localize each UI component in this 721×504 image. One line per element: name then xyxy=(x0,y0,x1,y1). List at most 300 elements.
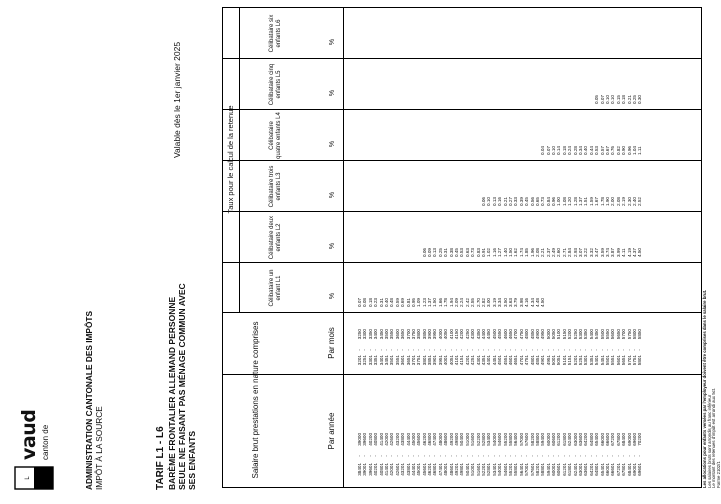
table-cell: - xyxy=(480,349,486,351)
table-cell: 41401 xyxy=(383,463,389,476)
table-cell: 39001 xyxy=(362,463,368,476)
table-cell: 0.25 xyxy=(631,95,637,104)
table-cell: 0.65 xyxy=(534,197,540,206)
table-cell: 0.96 xyxy=(626,146,632,155)
table-cell: 3.59 xyxy=(599,248,605,257)
table-cell: - xyxy=(443,349,449,351)
table-cell: 4.11 xyxy=(621,248,627,257)
table-cell: 4201 xyxy=(464,355,470,366)
table-cell: 48600 xyxy=(443,433,449,446)
table-cell: 52200 xyxy=(475,433,481,446)
table-cell: 62401 xyxy=(572,463,578,476)
admin-name: ADMINISTRATION CANTONALE DES IMPÔTS xyxy=(84,311,94,490)
footnotes xyxy=(703,8,721,488)
table-cell: 51601 xyxy=(475,463,481,476)
table-cell: 43801 xyxy=(405,463,411,476)
table-cell: 43800 xyxy=(400,433,406,446)
table-cell: 4600 xyxy=(502,329,508,340)
table-cell: - xyxy=(416,349,422,351)
table-cell: 55200 xyxy=(502,433,508,446)
table-cell: 40201 xyxy=(373,463,379,476)
table-cell: 69600 xyxy=(631,433,637,446)
month-to-column xyxy=(357,329,643,345)
table-cell: - xyxy=(405,349,411,351)
table-cell: 4001 xyxy=(443,355,449,366)
table-cell: - xyxy=(610,455,616,457)
table-cell: - xyxy=(378,349,384,351)
table-cell: 4050 xyxy=(443,329,449,340)
table-cell: - xyxy=(421,349,427,351)
table-cell: - xyxy=(615,455,621,457)
table-cell: - xyxy=(518,455,524,457)
table-cell: - xyxy=(588,455,594,457)
table-cell: 1.37 xyxy=(427,298,433,307)
table-cell: 1.50 xyxy=(432,298,438,307)
table-cell: - xyxy=(421,455,427,457)
table-cell: 4950 xyxy=(540,329,546,340)
table-cell: 0.13 xyxy=(491,197,497,206)
table-cell: 2.49 xyxy=(551,248,557,257)
table-cell: 1.51 xyxy=(583,197,589,206)
logo-brand: vaud xyxy=(18,409,40,460)
table-cell: 67800 xyxy=(615,433,621,446)
rate-column-L1 xyxy=(357,277,643,307)
percent-label: % xyxy=(329,89,336,97)
table-cell: 5500 xyxy=(599,329,605,340)
table-cell: - xyxy=(448,455,454,457)
table-cell: 66001 xyxy=(604,463,610,476)
table-cell: - xyxy=(427,349,433,351)
table-cell: 4500 xyxy=(491,329,497,340)
administration-header xyxy=(84,230,104,490)
table-cell: - xyxy=(480,455,486,457)
table-cell: 2.82 xyxy=(480,298,486,307)
table-cell: 5550 xyxy=(604,329,610,340)
table-cell: 5300 xyxy=(578,329,584,340)
table-cell: - xyxy=(513,349,519,351)
table-cell: 1.94 xyxy=(448,298,454,307)
table-cell: 1.16 xyxy=(491,248,497,257)
table-cell: 49201 xyxy=(454,463,460,476)
table-cell: 4401 xyxy=(486,355,492,366)
table-cell: 5050 xyxy=(551,329,557,340)
table-cell: 4.19 xyxy=(626,248,632,257)
table-cell: 60600 xyxy=(551,433,557,446)
table-cell: - xyxy=(599,349,605,351)
table-cell: - xyxy=(432,349,438,351)
table-cell: 4850 xyxy=(529,329,535,340)
table-cell: 50401 xyxy=(464,463,470,476)
table-cell: 0.44 xyxy=(588,146,594,155)
year-to-column xyxy=(357,433,643,451)
table-cell: 55201 xyxy=(507,463,513,476)
table-cell: 1.37 xyxy=(578,197,584,206)
table-cell: 0.40 xyxy=(583,146,589,155)
table-cell: 3601 xyxy=(400,355,406,366)
table-cell: 0.10 xyxy=(604,95,610,104)
table-cell: 5751 xyxy=(631,355,637,366)
table-cell: - xyxy=(459,455,465,457)
table-cell: 45000 xyxy=(410,433,416,446)
table-cell: 0.31 xyxy=(378,298,384,307)
table-cell: 3801 xyxy=(421,355,427,366)
form-number: Forme 2102/1 xyxy=(715,461,721,488)
validity-date: Valable dès le 1er janvier 2025 xyxy=(172,41,182,158)
month-from-column xyxy=(357,355,643,371)
table-cell: - xyxy=(357,455,362,457)
table-cell: 0.76 xyxy=(610,146,616,155)
table-cell: - xyxy=(594,349,600,351)
table-cell: 4550 xyxy=(497,329,503,340)
table-cell: 63600 xyxy=(578,433,584,446)
table-cell: - xyxy=(524,349,530,351)
table-cell: - xyxy=(497,455,503,457)
percent-label: % xyxy=(329,38,336,46)
table-cell: - xyxy=(545,455,551,457)
table-cell: 65401 xyxy=(599,463,605,476)
table-cell: - xyxy=(470,455,476,457)
table-cell: 55801 xyxy=(513,463,519,476)
table-cell: 5200 xyxy=(567,329,573,340)
table-cell: 63601 xyxy=(583,463,589,476)
table-cell: 4701 xyxy=(518,355,524,366)
table-cell: - xyxy=(464,455,470,457)
rate-column-L5 xyxy=(357,74,643,104)
table-cell: 5651 xyxy=(621,355,627,366)
table-cell: - xyxy=(389,349,395,351)
table-cell: - xyxy=(610,349,616,351)
table-cell: 65400 xyxy=(594,433,600,446)
table-cell xyxy=(637,23,642,53)
tarif-code: TARIF L1 - L6 xyxy=(155,426,166,490)
table-cell: 59401 xyxy=(545,463,551,476)
table-cell: 3.19 xyxy=(491,298,497,307)
table-cell: 1.09 xyxy=(416,298,422,307)
table-cell: 3.00 xyxy=(486,298,492,307)
table-cell: 0.25 xyxy=(437,248,443,257)
table-cell: 2.52 xyxy=(637,197,643,206)
table-cell: 5001 xyxy=(551,355,557,366)
table-cell: 60000 xyxy=(545,433,551,446)
table-cell: 1.50 xyxy=(507,248,513,257)
table-cell: 5251 xyxy=(578,355,584,366)
canton-vaud-logo xyxy=(14,402,66,490)
table-cell: 59400 xyxy=(540,433,546,446)
table-cell: 68401 xyxy=(626,463,632,476)
table-cell: 3.07 xyxy=(578,248,584,257)
table-cell: 0.83 xyxy=(475,248,481,257)
table-divider xyxy=(223,262,701,263)
table-cell: 3600 xyxy=(394,329,400,340)
table-cell: 5351 xyxy=(588,355,594,366)
table-cell: 4650 xyxy=(507,329,513,340)
table-cell: 57000 xyxy=(518,433,524,446)
table-cell: 0.07 xyxy=(545,146,551,155)
column-header-L2: Célibataire deux enfants L2 xyxy=(269,215,282,260)
table-cell: 39601 xyxy=(367,463,373,476)
table-cell: 45601 xyxy=(421,463,427,476)
table-cell: 61200 xyxy=(556,433,562,446)
table-cell: 64200 xyxy=(583,433,589,446)
table-cell: 0.95 xyxy=(410,298,416,307)
table-cell: 62400 xyxy=(567,433,573,446)
table-cell: 0.28 xyxy=(572,146,578,155)
percent-label: % xyxy=(329,292,336,300)
table-cell: 4651 xyxy=(513,355,519,366)
table-cell: 52201 xyxy=(480,463,486,476)
table-cell: 2.93 xyxy=(572,248,578,257)
table-cell: 4751 xyxy=(524,355,530,366)
table-cell: 0.06 xyxy=(421,248,427,257)
table-cell: 54001 xyxy=(497,463,503,476)
table-cell: 0.69 xyxy=(400,298,406,307)
table-cell: 5650 xyxy=(615,329,621,340)
tax-rate-table xyxy=(222,7,702,488)
table-cell: - xyxy=(464,349,470,351)
table-cell: 53401 xyxy=(491,463,497,476)
table-cell: 3201 xyxy=(357,355,362,366)
table-cell: 55800 xyxy=(507,433,513,446)
table-cell: 4100 xyxy=(448,329,454,340)
table-cell: 0.04 xyxy=(540,146,546,155)
table-cell: 53400 xyxy=(486,433,492,446)
table-cell: 0.23 xyxy=(373,298,379,307)
table-cell: 0.14 xyxy=(556,146,562,155)
rate-column-L2 xyxy=(357,227,643,257)
table-divider xyxy=(223,160,701,161)
table-cell: 48000 xyxy=(437,433,443,446)
table-cell: 5201 xyxy=(572,355,578,366)
table-cell: 66600 xyxy=(604,433,610,446)
table-divider xyxy=(223,374,701,375)
table-cell: - xyxy=(448,349,454,351)
table-cell: - xyxy=(394,455,400,457)
table-cell: 3351 xyxy=(373,355,379,366)
table-cell: - xyxy=(583,349,589,351)
table-cell: - xyxy=(437,455,443,457)
table-cell: 4151 xyxy=(459,355,465,366)
table-cell: 3550 xyxy=(389,329,395,340)
table-cell: 1.67 xyxy=(594,197,600,206)
table-cell: - xyxy=(373,455,379,457)
table-cell: 51600 xyxy=(470,433,476,446)
table-cell: - xyxy=(367,349,373,351)
table-cell: 5701 xyxy=(626,355,632,366)
column-header-L5: Célibataire cinq enfants L5 xyxy=(269,63,282,106)
table-cell: - xyxy=(491,455,497,457)
table-cell: - xyxy=(578,349,584,351)
table-cell: - xyxy=(529,455,535,457)
table-cell: 0.59 xyxy=(394,298,400,307)
column-header-L4: Célibataire quatre enfants L4 xyxy=(269,112,282,159)
table-cell: 0.18 xyxy=(561,146,567,155)
per-year-header: Par année xyxy=(327,412,336,450)
rate-column-L6 xyxy=(357,23,643,53)
table-cell: 52800 xyxy=(480,433,486,446)
table-cell: 4350 xyxy=(475,329,481,340)
table-cell: - xyxy=(534,455,540,457)
table-cell: 0.06 xyxy=(480,197,486,206)
table-cell: 42001 xyxy=(389,463,395,476)
table-cell: 2.71 xyxy=(561,248,567,257)
table-cell: - xyxy=(513,455,519,457)
table-cell: 42000 xyxy=(383,433,389,446)
table-cell: - xyxy=(475,455,481,457)
table-cell: 57600 xyxy=(524,433,530,446)
column-header-L6: Célibataire six enfants L6 xyxy=(269,14,282,53)
table-cell: 4.16 xyxy=(524,298,530,307)
table-cell: 3.32 xyxy=(588,248,594,257)
table-cell: - xyxy=(400,349,406,351)
table-cell: 3401 xyxy=(378,355,384,366)
table-cell: 4101 xyxy=(454,355,460,366)
table-cell: 4951 xyxy=(545,355,551,366)
table-cell: - xyxy=(599,455,605,457)
table-cell: 3.34 xyxy=(497,298,503,307)
table-cell: 3950 xyxy=(432,329,438,340)
table-cell: 42600 xyxy=(389,433,395,446)
table-cell: - xyxy=(507,455,513,457)
table-cell: 54600 xyxy=(497,433,503,446)
table-cell: 43200 xyxy=(394,433,400,446)
table-cell: 64800 xyxy=(588,433,594,446)
table-cell: - xyxy=(572,349,578,351)
table-cell: 63001 xyxy=(578,463,584,476)
table-cell: 57001 xyxy=(524,463,530,476)
table-cell: 3.74 xyxy=(604,248,610,257)
table-cell: 5801 xyxy=(637,355,643,366)
tarif-line-2: SEULE NE FAISANT PAS MÉNAGE COMMUN AVEC xyxy=(177,283,187,490)
table-cell: - xyxy=(567,455,573,457)
table-cell: 4801 xyxy=(529,355,535,366)
table-cell: 39600 xyxy=(362,433,368,446)
table-cell: 41400 xyxy=(378,433,384,446)
table-cell: - xyxy=(357,349,362,351)
table-cell: 0.10 xyxy=(551,146,557,155)
table-cell: 2.24 xyxy=(459,298,465,307)
table-cell: - xyxy=(567,349,573,351)
table-cell: - xyxy=(454,349,460,351)
table-cell: 4300 xyxy=(470,329,476,340)
table-cell: 1.27 xyxy=(497,248,503,257)
table-cell: 40801 xyxy=(378,463,384,476)
table-cell: 0.53 xyxy=(459,248,465,257)
table-cell: 3400 xyxy=(373,329,379,340)
table-cell: 0.84 xyxy=(545,197,551,206)
table-cell: - xyxy=(631,349,637,351)
table-cell: 1.78 xyxy=(599,197,605,206)
table-cell: - xyxy=(486,455,492,457)
table-rule xyxy=(343,8,344,487)
table-cell: 2.70 xyxy=(475,298,481,307)
table-cell: 5401 xyxy=(594,355,600,366)
table-cell: 68400 xyxy=(621,433,627,446)
table-cell: 3701 xyxy=(410,355,416,366)
table-cell: 5150 xyxy=(561,329,567,340)
table-cell: 1.96 xyxy=(529,248,535,257)
table-cell: 2.40 xyxy=(631,197,637,206)
table-cell: 1.11 xyxy=(637,146,643,155)
tarif-title xyxy=(155,220,197,490)
table-cell: 60001 xyxy=(551,463,557,476)
table-rule xyxy=(239,8,240,313)
table-cell: 5151 xyxy=(567,355,573,366)
table-cell: 61800 xyxy=(561,433,567,446)
table-cell: 4400 xyxy=(480,329,486,340)
table-cell: 66000 xyxy=(599,433,605,446)
table-cell: - xyxy=(621,455,627,457)
table-cell: 4700 xyxy=(513,329,519,340)
table-cell: 2.19 xyxy=(621,197,627,206)
table-cell: 46801 xyxy=(432,463,438,476)
table-cell: - xyxy=(362,349,368,351)
table-cell: 3851 xyxy=(427,355,433,366)
table-divider xyxy=(223,109,701,110)
table-cell: 3450 xyxy=(378,329,384,340)
table-cell: 3451 xyxy=(383,355,389,366)
table-cell: 54601 xyxy=(502,463,508,476)
table-cell: 51001 xyxy=(470,463,476,476)
table-cell: 63000 xyxy=(572,433,578,446)
table-cell: - xyxy=(427,455,433,457)
table-cell: 56400 xyxy=(513,433,519,446)
table-cell: 4.34 xyxy=(529,298,535,307)
table-cell: - xyxy=(578,455,584,457)
table-cell: 3.47 xyxy=(594,248,600,257)
table-cell: 0.18 xyxy=(621,95,627,104)
table-cell: 2.21 xyxy=(540,248,546,257)
table-cell: 70200 xyxy=(637,433,643,446)
table-cell: 4.37 xyxy=(631,248,637,257)
table-cell: 3551 xyxy=(394,355,400,366)
table-cell: - xyxy=(631,455,637,457)
table-cell: 44400 xyxy=(405,433,411,446)
table-cell: 43201 xyxy=(400,463,406,476)
table-cell: 48601 xyxy=(448,463,454,476)
table-cell: 3850 xyxy=(421,329,427,340)
table-cell: 0.67 xyxy=(604,146,610,155)
table-cell: 0.45 xyxy=(524,197,530,206)
table-cell: 3751 xyxy=(416,355,422,366)
table-cell: - xyxy=(443,455,449,457)
table-cell: 4501 xyxy=(497,355,503,366)
table-cell: 66601 xyxy=(610,463,616,476)
table-cell: - xyxy=(383,455,389,457)
table-cell: 4051 xyxy=(448,355,454,366)
table-cell: 3700 xyxy=(405,329,411,340)
table-cell: 3.22 xyxy=(583,248,589,257)
table-cell: 0.63 xyxy=(464,248,470,257)
table-cell: 45600 xyxy=(416,433,422,446)
table-cell: 5800 xyxy=(631,329,637,340)
table-cell: 0.38 xyxy=(448,248,454,257)
table-cell: 3350 xyxy=(367,329,373,340)
table-divider xyxy=(223,312,701,313)
table-cell: - xyxy=(459,349,465,351)
table-cell: - xyxy=(626,455,632,457)
table-cell: 47401 xyxy=(437,463,443,476)
table-cell: 3300 xyxy=(362,329,368,340)
table-cell: 5400 xyxy=(588,329,594,340)
table-cell: 5850 xyxy=(637,329,643,340)
table-cell: 0.08 xyxy=(362,298,368,307)
month-dash-column xyxy=(357,347,643,353)
table-cell: 4.50 xyxy=(540,298,546,307)
table-cell: - xyxy=(389,455,395,457)
table-divider xyxy=(223,58,701,59)
table-cell: - xyxy=(588,349,594,351)
year-from-column xyxy=(357,463,643,481)
